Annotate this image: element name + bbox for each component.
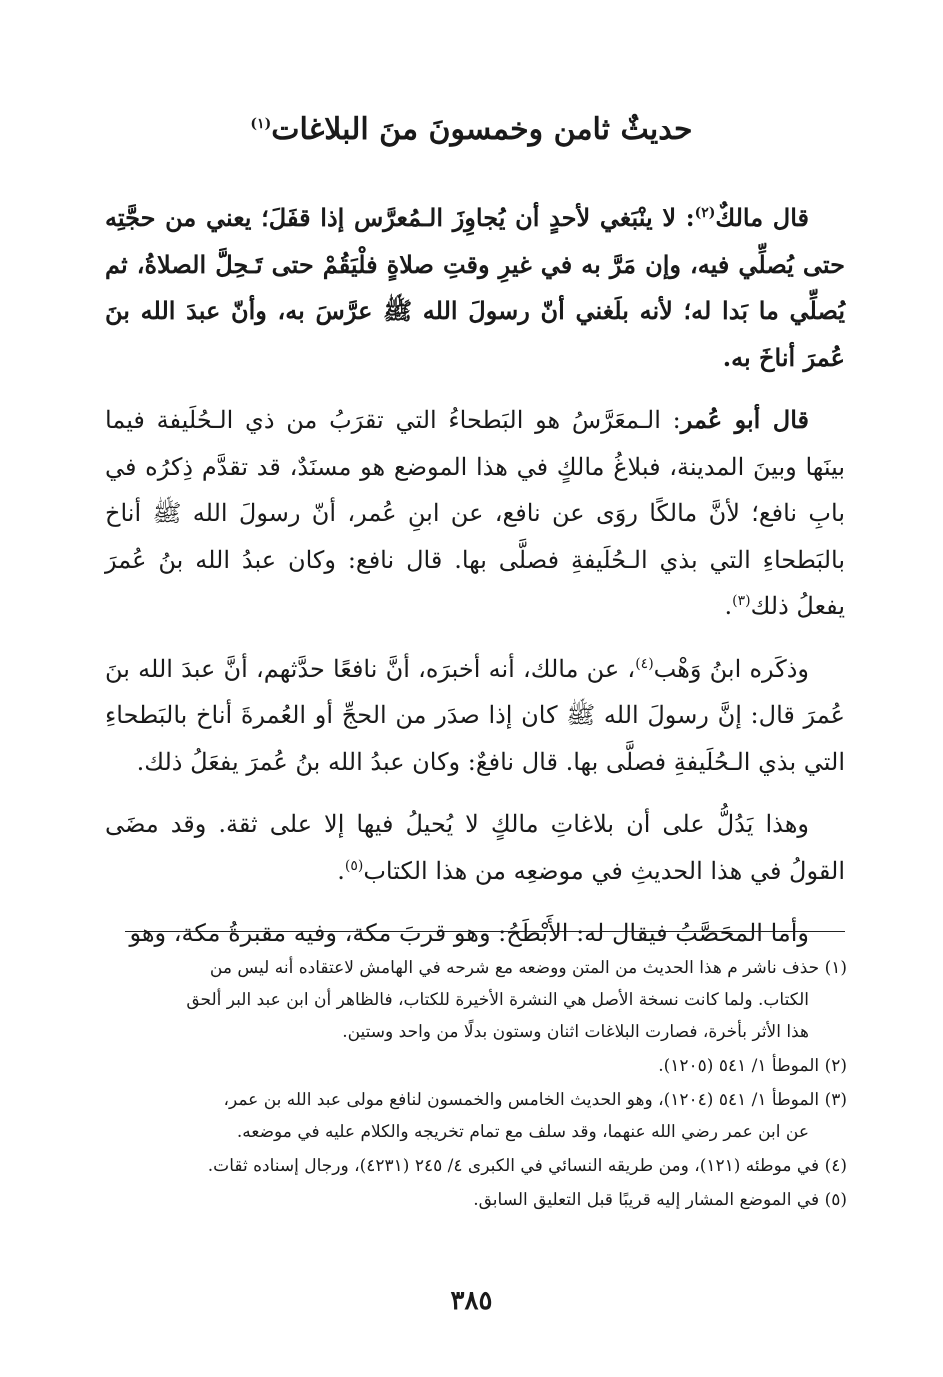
footnote-2-number: (٢) xyxy=(824,1056,847,1076)
paragraph-1-lead: قال مالكٌ xyxy=(715,203,809,232)
chapter-title xyxy=(100,112,843,147)
footnote-1 xyxy=(105,952,847,1048)
footnote-divider xyxy=(125,931,845,932)
footnote-5 xyxy=(105,1184,847,1216)
footnotes xyxy=(105,952,847,1218)
footnote-3-line-1: الموطأ ١/ ٥٤١ (١٢٠٤)، وهو الحديث الخامس والخمسون لنافع مولى عبد الله بن عمر، xyxy=(223,1090,820,1110)
paragraph-5-text: وأما المحَصَّبُ فيقال له: الأَبْطَحُ: وهو قربَ مكة، وفيه مقبرةُ مكة، وهو xyxy=(129,919,809,947)
footnote-3-number: (٣) xyxy=(824,1090,847,1110)
footnote-5-number: (٥) xyxy=(824,1190,847,1210)
paragraph-2-text: : الـمعَرَّسُ هو البَطحاءُ التي تقرَبُ من ذي الـحُلَيفة فيما بينَها وبينَ المدينة، فبلاغُ مالكٍ في هذا الموضع هو مسنَدٌ، قد تقدَّم ذِكرُه في بابِ نافع؛ لأنَّ مالكًا روَى عن نافع، عن ابنِ عُمر، أنّ رسولَ الله ﷺ أناخ بالبَطحاءِ التي بذي الـحُلَيفةِ فصلَّى بها. قال نافع: وكان عبدُ الله بنُ عُمرَ يفعلُ ذلك xyxy=(105,406,845,620)
paragraph-4-tail: . xyxy=(337,856,345,885)
paragraph-2-lead: قال أبو عُمر xyxy=(680,405,809,434)
footnote-4 xyxy=(105,1150,847,1182)
paragraph-1 xyxy=(105,195,845,381)
main-text xyxy=(105,195,845,973)
paragraph-2-tail: . xyxy=(724,592,733,620)
footnote-ref-4: (٤) xyxy=(635,655,654,672)
footnote-1-line-3: هذا الأثر بأخرة، فصارت البلاغات اثنان وستون بدلًا من واحد وستين. xyxy=(342,1022,809,1042)
paragraph-4 xyxy=(105,801,845,894)
footnote-ref-3: (٣) xyxy=(732,593,751,609)
paragraph-2 xyxy=(105,397,845,630)
footnote-2 xyxy=(105,1050,847,1082)
footnote-ref-5: (٥) xyxy=(344,857,364,874)
page-number: ٣٨٥ xyxy=(450,1286,493,1316)
paragraph-3-text: وذكَره ابنُ وَهْب xyxy=(653,654,809,683)
footnote-3 xyxy=(105,1084,847,1148)
paragraph-3-tail: ، عن مالك، أنه أخبرَه، أنَّ نافعًا حدَّثهم، أنَّ عبدَ الله بنَ عُمرَ قال: إنَّ رسولَ الله ﷺ كان إذا صدَر من الحجِّ أو العُمرةَ أناخ بالبَطحاءِ التي بذي الـحُلَيفةِ فصلَّى بها. قال نافعٌ: وكان عبدُ الله بنُ عُمرَ يفعَلُ ذلك. xyxy=(105,654,845,776)
paragraph-3 xyxy=(105,646,845,786)
footnote-2-line-1: الموطأ ١/ ٥٤١ (١٢٠٥). xyxy=(658,1056,820,1076)
footnote-ref-1: (١) xyxy=(250,116,272,132)
footnote-ref-2: (٢) xyxy=(694,205,716,221)
footnote-4-number: (٤) xyxy=(824,1156,847,1176)
footnote-3-line-2: عن ابن عمر رضي الله عنهما، وقد سلف مع تمام تخريجه والكلام عليه في موضعه. xyxy=(236,1122,809,1142)
footnote-1-line-2: الكتاب. ولما كانت نسخة الأصل هي النشرة الأخيرة للكتاب، فالظاهر أن ابن عبد البر ألحق xyxy=(186,990,809,1010)
footnote-1-number: (١) xyxy=(824,958,847,978)
chapter-title-text: حديثٌ ثامن وخمسونَ منَ البلاغات xyxy=(271,112,693,147)
footnote-1-line-1: حذف ناشر م هذا الحديث من المتن ووضعه مع شرحه في الهامش لاعتقاده أنه ليس من xyxy=(209,958,820,978)
paragraph-4-text: وهذا يَدُلُّ على أن بلاغاتِ مالكٍ لا يُحيلُ فيها إلا على ثقة. وقد مضَى القولُ في هذا الحديثِ في موضعِه من هذا الكتاب xyxy=(105,810,845,885)
paragraph-5 xyxy=(105,910,845,957)
paragraph-1-text: : لا ينْبَغي لأحدٍ أن يُجاوِزَ الـمُعرَّس إذا قفَلَ؛ يعني من حجَّتِه حتى يُصلِّي فيه، وإن مَرَّ به في غيرِ وقتِ صلاةٍ فلْيَقُمْ حتى تَـحِلَّ الصلاةُ، ثم يُصلِّي ما بَدا له؛ لأنه بلَغني أنّ رسولَ الله ﷺ عرَّسَ به، وأنّ عبدَ الله بنَ عُمرَ أناخَ به. xyxy=(105,203,845,372)
footnote-4-line-1: في موطئه (١٢١)، ومن طريقه النسائي في الكبرى ٤/ ٢٤٥ (٤٢٣١)، ورجال إسناده ثقات. xyxy=(207,1156,820,1176)
footnote-5-line-1: في الموضع المشار إليه قريبًا قبل التعليق السابق. xyxy=(473,1190,820,1210)
